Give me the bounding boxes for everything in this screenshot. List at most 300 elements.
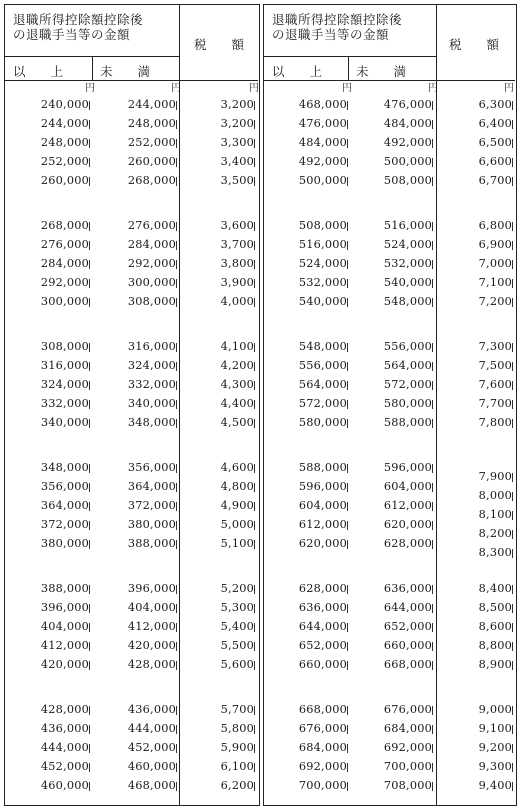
cell-tick-mark <box>176 464 177 473</box>
cell-tick-mark <box>176 279 177 288</box>
amount-from-cell: 332,000 <box>40 397 89 410</box>
amount-from-cell: 244,000 <box>40 117 89 130</box>
table-header <box>5 5 258 81</box>
tax-cell: 4,200 <box>220 359 254 372</box>
cell-tick-mark <box>254 744 255 753</box>
cell-tick-mark <box>89 343 90 352</box>
cell-tick-mark <box>432 139 433 148</box>
cell-tick-mark <box>347 260 348 269</box>
cell-tick-mark <box>176 585 177 594</box>
amount-to-cell: 260,000 <box>127 155 176 168</box>
cell-tick-mark <box>176 725 177 734</box>
cell-tick-mark <box>89 381 90 390</box>
column-divider <box>436 81 437 805</box>
amount-to-cell: 252,000 <box>127 136 176 149</box>
tax-cell: 7,500 <box>478 359 512 372</box>
amount-from-cell: 452,000 <box>40 760 89 773</box>
cell-tick-mark <box>347 744 348 753</box>
amount-from-cell: 268,000 <box>40 219 89 232</box>
cell-tick-mark <box>512 139 513 148</box>
cell-tick-mark <box>512 661 513 670</box>
amount-from-cell: 596,000 <box>298 480 347 493</box>
amount-from-cell: 564,000 <box>298 378 347 391</box>
tax-cell: 6,700 <box>478 174 512 187</box>
amount-from-cell: 588,000 <box>298 461 347 474</box>
cell-tick-mark <box>512 101 513 110</box>
amount-to-cell: 316,000 <box>127 340 176 353</box>
tax-cell: 4,000 <box>220 295 254 308</box>
amount-from-cell: 356,000 <box>40 480 89 493</box>
cell-tick-mark <box>512 298 513 307</box>
amount-from-cell: 248,000 <box>40 136 89 149</box>
tax-cell: 7,300 <box>478 340 512 353</box>
subheader-row <box>264 56 436 81</box>
cell-tick-mark <box>347 706 348 715</box>
tax-cell: 5,500 <box>220 639 254 652</box>
amount-from-cell: 240,000 <box>40 98 89 111</box>
cell-tick-mark <box>347 120 348 129</box>
amount-from-cell: 364,000 <box>40 499 89 512</box>
cell-tick-mark <box>176 502 177 511</box>
cell-tick-mark <box>347 298 348 307</box>
amount-to-cell: 652,000 <box>383 620 432 633</box>
cell-tick-mark <box>176 362 177 371</box>
tax-cell: 5,700 <box>220 703 254 716</box>
amount-to-cell: 380,000 <box>127 518 176 531</box>
amount-to-cell: 340,000 <box>127 397 176 410</box>
amount-to-cell: 708,000 <box>383 779 432 792</box>
tax-cell: 6,300 <box>478 98 512 111</box>
table-left <box>4 4 260 806</box>
cell-tick-mark <box>176 101 177 110</box>
amount-from-cell: 556,000 <box>298 359 347 372</box>
tax-cell: 7,000 <box>478 257 512 270</box>
cell-tick-mark <box>347 158 348 167</box>
cell-tick-mark <box>347 343 348 352</box>
amount-to-cell: 548,000 <box>383 295 432 308</box>
cell-tick-mark <box>254 120 255 129</box>
amount-to-cell: 364,000 <box>127 480 176 493</box>
tax-cell: 8,400 <box>478 582 512 595</box>
unit-label: 円 <box>342 83 352 94</box>
cell-tick-mark <box>512 530 513 539</box>
cell-tick-mark <box>432 763 433 772</box>
cell-tick-mark <box>89 362 90 371</box>
amount-to-cell: 700,000 <box>383 760 432 773</box>
cell-tick-mark <box>347 101 348 110</box>
amount-to-cell: 692,000 <box>383 741 432 754</box>
tax-cell: 6,200 <box>220 779 254 792</box>
header-title-line1: 退職所得控除額控除後 <box>13 12 144 27</box>
amount-from-cell: 380,000 <box>40 537 89 550</box>
amount-to-cell: 492,000 <box>383 136 432 149</box>
amount-to-cell: 396,000 <box>127 582 176 595</box>
amount-from-cell: 652,000 <box>298 639 347 652</box>
amount-from-cell: 612,000 <box>298 518 347 531</box>
cell-tick-mark <box>512 725 513 734</box>
cell-tick-mark <box>347 502 348 511</box>
tax-cell: 8,600 <box>478 620 512 633</box>
tax-cell: 9,400 <box>478 779 512 792</box>
cell-tick-mark <box>347 419 348 428</box>
cell-tick-mark <box>89 298 90 307</box>
amount-to-cell: 388,000 <box>127 537 176 550</box>
cell-tick-mark <box>176 298 177 307</box>
tax-cell: 4,900 <box>220 499 254 512</box>
cell-tick-mark <box>254 483 255 492</box>
amount-from-cell: 436,000 <box>40 722 89 735</box>
amount-from-cell: 460,000 <box>40 779 89 792</box>
amount-from-cell: 252,000 <box>40 155 89 168</box>
tax-cell: 8,200 <box>478 527 512 540</box>
amount-from-cell: 660,000 <box>298 658 347 671</box>
tax-cell: 6,600 <box>478 155 512 168</box>
cell-tick-mark <box>347 279 348 288</box>
cell-tick-mark <box>89 744 90 753</box>
tax-cell: 8,000 <box>478 489 512 502</box>
amount-from-cell: 692,000 <box>298 760 347 773</box>
tax-cell: 3,700 <box>220 238 254 251</box>
amount-from-cell: 428,000 <box>40 703 89 716</box>
amount-to-cell: 284,000 <box>127 238 176 251</box>
cell-tick-mark <box>89 464 90 473</box>
cell-tick-mark <box>89 585 90 594</box>
cell-tick-mark <box>254 343 255 352</box>
cell-tick-mark <box>176 483 177 492</box>
amount-from-cell: 508,000 <box>298 219 347 232</box>
cell-tick-mark <box>512 511 513 520</box>
cell-tick-mark <box>347 763 348 772</box>
amount-to-cell: 532,000 <box>383 257 432 270</box>
tax-cell: 4,300 <box>220 378 254 391</box>
cell-tick-mark <box>432 483 433 492</box>
unit-label: 円 <box>85 83 95 94</box>
cell-tick-mark <box>432 241 433 250</box>
from-label: 以 上 <box>272 64 323 79</box>
cell-tick-mark <box>176 642 177 651</box>
amount-to-cell: 588,000 <box>383 416 432 429</box>
cell-tick-mark <box>254 400 255 409</box>
cell-tick-mark <box>89 419 90 428</box>
header-title-line1: 退職所得控除額控除後 <box>272 12 403 27</box>
cell-tick-mark <box>254 623 255 632</box>
cell-tick-mark <box>512 177 513 186</box>
amount-from-cell: 388,000 <box>40 582 89 595</box>
cell-tick-mark <box>347 725 348 734</box>
cell-tick-mark <box>432 177 433 186</box>
cell-tick-mark <box>347 604 348 613</box>
header-title <box>272 12 422 42</box>
cell-tick-mark <box>89 540 90 549</box>
cell-tick-mark <box>254 604 255 613</box>
cell-tick-mark <box>89 158 90 167</box>
cell-tick-mark <box>176 343 177 352</box>
amount-to-cell: 308,000 <box>127 295 176 308</box>
cell-tick-mark <box>89 260 90 269</box>
cell-tick-mark <box>254 464 255 473</box>
amount-from-cell: 340,000 <box>40 416 89 429</box>
amount-from-cell: 580,000 <box>298 416 347 429</box>
cell-tick-mark <box>176 158 177 167</box>
tax-cell: 3,200 <box>220 98 254 111</box>
cell-tick-mark <box>512 473 513 482</box>
tax-cell: 3,800 <box>220 257 254 270</box>
cell-tick-mark <box>89 279 90 288</box>
cell-tick-mark <box>176 623 177 632</box>
amount-from-cell: 468,000 <box>298 98 347 111</box>
cell-tick-mark <box>89 623 90 632</box>
cell-tick-mark <box>432 279 433 288</box>
cell-tick-mark <box>512 222 513 231</box>
cell-tick-mark <box>89 222 90 231</box>
cell-tick-mark <box>176 706 177 715</box>
amount-to-cell: 500,000 <box>383 155 432 168</box>
tax-cell: 8,800 <box>478 639 512 652</box>
amount-to-cell: 644,000 <box>383 601 432 614</box>
amount-from-cell: 404,000 <box>40 620 89 633</box>
cell-tick-mark <box>176 763 177 772</box>
cell-tick-mark <box>432 540 433 549</box>
amount-to-cell: 324,000 <box>127 359 176 372</box>
cell-tick-mark <box>432 362 433 371</box>
amount-to-cell: 268,000 <box>127 174 176 187</box>
amount-from-cell: 276,000 <box>40 238 89 251</box>
cell-tick-mark <box>347 139 348 148</box>
cell-tick-mark <box>347 585 348 594</box>
tax-cell: 9,300 <box>478 760 512 773</box>
cell-tick-mark <box>176 604 177 613</box>
amount-to-cell: 404,000 <box>127 601 176 614</box>
amount-to-cell: 564,000 <box>383 359 432 372</box>
tax-cell: 7,200 <box>478 295 512 308</box>
cell-tick-mark <box>347 222 348 231</box>
tax-cell: 4,600 <box>220 461 254 474</box>
column-divider <box>92 56 93 81</box>
amount-to-cell: 524,000 <box>383 238 432 251</box>
cell-tick-mark <box>512 585 513 594</box>
cell-tick-mark <box>254 419 255 428</box>
amount-to-cell: 668,000 <box>383 658 432 671</box>
amount-from-cell: 644,000 <box>298 620 347 633</box>
cell-tick-mark <box>432 400 433 409</box>
amount-to-cell: 300,000 <box>127 276 176 289</box>
tax-label: 税 額 <box>194 37 245 52</box>
cell-tick-mark <box>254 260 255 269</box>
cell-tick-mark <box>347 661 348 670</box>
cell-tick-mark <box>512 362 513 371</box>
cell-tick-mark <box>512 642 513 651</box>
cell-tick-mark <box>89 400 90 409</box>
amount-to-cell: 484,000 <box>383 117 432 130</box>
cell-tick-mark <box>176 222 177 231</box>
cell-tick-mark <box>89 241 90 250</box>
cell-tick-mark <box>512 279 513 288</box>
amount-from-cell: 684,000 <box>298 741 347 754</box>
cell-tick-mark <box>254 540 255 549</box>
amount-to-cell: 436,000 <box>127 703 176 716</box>
cell-tick-mark <box>512 492 513 501</box>
tax-cell: 5,200 <box>220 582 254 595</box>
cell-tick-mark <box>176 782 177 791</box>
cell-tick-mark <box>432 381 433 390</box>
cell-tick-mark <box>254 381 255 390</box>
amount-from-cell: 476,000 <box>298 117 347 130</box>
amount-from-cell: 540,000 <box>298 295 347 308</box>
cell-tick-mark <box>432 623 433 632</box>
amount-to-cell: 476,000 <box>383 98 432 111</box>
tax-cell: 5,900 <box>220 741 254 754</box>
tax-cell: 6,500 <box>478 136 512 149</box>
cell-tick-mark <box>432 706 433 715</box>
amount-to-cell: 444,000 <box>127 722 176 735</box>
tax-cell: 7,900 <box>478 470 512 483</box>
cell-tick-mark <box>254 101 255 110</box>
cell-tick-mark <box>89 706 90 715</box>
cell-tick-mark <box>89 725 90 734</box>
cell-tick-mark <box>176 260 177 269</box>
cell-tick-mark <box>347 540 348 549</box>
cell-tick-mark <box>512 158 513 167</box>
cell-tick-mark <box>432 502 433 511</box>
amount-from-cell: 700,000 <box>298 779 347 792</box>
cell-tick-mark <box>89 642 90 651</box>
tax-cell: 3,900 <box>220 276 254 289</box>
amount-from-cell: 620,000 <box>298 537 347 550</box>
amount-to-cell: 620,000 <box>383 518 432 531</box>
cell-tick-mark <box>432 782 433 791</box>
amount-from-cell: 668,000 <box>298 703 347 716</box>
amount-from-cell: 420,000 <box>40 658 89 671</box>
amount-to-cell: 244,000 <box>127 98 176 111</box>
cell-tick-mark <box>89 782 90 791</box>
amount-from-cell: 396,000 <box>40 601 89 614</box>
cell-tick-mark <box>176 744 177 753</box>
cell-tick-mark <box>89 120 90 129</box>
cell-tick-mark <box>432 101 433 110</box>
amount-to-cell: 580,000 <box>383 397 432 410</box>
amount-to-cell: 292,000 <box>127 257 176 270</box>
cell-tick-mark <box>512 419 513 428</box>
cell-tick-mark <box>347 623 348 632</box>
tax-cell: 6,100 <box>220 760 254 773</box>
cell-tick-mark <box>512 343 513 352</box>
tax-cell: 9,200 <box>478 741 512 754</box>
tax-cell: 3,200 <box>220 117 254 130</box>
amount-from-cell: 412,000 <box>40 639 89 652</box>
amount-from-cell: 676,000 <box>298 722 347 735</box>
amount-to-cell: 276,000 <box>127 219 176 232</box>
cell-tick-mark <box>89 521 90 530</box>
amount-to-cell: 604,000 <box>383 480 432 493</box>
cell-tick-mark <box>347 381 348 390</box>
cell-tick-mark <box>512 260 513 269</box>
column-divider <box>179 81 180 805</box>
amount-to-cell: 628,000 <box>383 537 432 550</box>
cell-tick-mark <box>432 260 433 269</box>
amount-from-cell: 348,000 <box>40 461 89 474</box>
amount-to-cell: 572,000 <box>383 378 432 391</box>
cell-tick-mark <box>176 400 177 409</box>
cell-tick-mark <box>432 604 433 613</box>
tax-cell: 8,500 <box>478 601 512 614</box>
cell-tick-mark <box>347 400 348 409</box>
amount-to-cell: 372,000 <box>127 499 176 512</box>
amount-from-cell: 628,000 <box>298 582 347 595</box>
tax-cell: 7,800 <box>478 416 512 429</box>
cell-tick-mark <box>432 120 433 129</box>
amount-to-cell: 516,000 <box>383 219 432 232</box>
amount-from-cell: 516,000 <box>298 238 347 251</box>
column-divider <box>348 56 349 81</box>
unit-label: 円 <box>249 83 259 94</box>
unit-label: 円 <box>171 83 181 94</box>
amount-from-cell: 308,000 <box>40 340 89 353</box>
cell-tick-mark <box>347 521 348 530</box>
cell-tick-mark <box>512 549 513 558</box>
unit-label: 円 <box>428 83 438 94</box>
amount-to-cell: 684,000 <box>383 722 432 735</box>
cell-tick-mark <box>254 782 255 791</box>
amount-to-cell: 596,000 <box>383 461 432 474</box>
cell-tick-mark <box>254 177 255 186</box>
amount-to-cell: 412,000 <box>127 620 176 633</box>
cell-tick-mark <box>254 241 255 250</box>
tax-header-cell <box>436 5 515 81</box>
amount-to-cell: 556,000 <box>383 340 432 353</box>
tax-header-cell <box>179 5 258 81</box>
cell-tick-mark <box>254 706 255 715</box>
amount-from-cell: 292,000 <box>40 276 89 289</box>
amount-to-cell: 468,000 <box>127 779 176 792</box>
amount-from-cell: 500,000 <box>298 174 347 187</box>
cell-tick-mark <box>89 763 90 772</box>
amount-from-cell: 260,000 <box>40 174 89 187</box>
amount-from-cell: 572,000 <box>298 397 347 410</box>
amount-from-cell: 524,000 <box>298 257 347 270</box>
cell-tick-mark <box>254 362 255 371</box>
cell-tick-mark <box>89 139 90 148</box>
cell-tick-mark <box>176 120 177 129</box>
cell-tick-mark <box>512 623 513 632</box>
cell-tick-mark <box>347 362 348 371</box>
amount-from-cell: 492,000 <box>298 155 347 168</box>
cell-tick-mark <box>254 222 255 231</box>
cell-tick-mark <box>254 521 255 530</box>
header-title-line2: の退職手当等の金額 <box>272 27 390 42</box>
amount-to-cell: 636,000 <box>383 582 432 595</box>
cell-tick-mark <box>432 661 433 670</box>
amount-from-cell: 548,000 <box>298 340 347 353</box>
cell-tick-mark <box>254 158 255 167</box>
from-label: 以 上 <box>13 64 64 79</box>
tax-table-page <box>4 4 517 806</box>
cell-tick-mark <box>89 483 90 492</box>
cell-tick-mark <box>432 725 433 734</box>
to-label: 未 満 <box>100 64 151 79</box>
tax-cell: 6,900 <box>478 238 512 251</box>
cell-tick-mark <box>432 585 433 594</box>
cell-tick-mark <box>254 298 255 307</box>
cell-tick-mark <box>432 642 433 651</box>
amount-to-cell: 356,000 <box>127 461 176 474</box>
cell-tick-mark <box>89 604 90 613</box>
amount-from-cell: 300,000 <box>40 295 89 308</box>
cell-tick-mark <box>254 502 255 511</box>
tax-cell: 9,100 <box>478 722 512 735</box>
cell-tick-mark <box>254 763 255 772</box>
amount-from-cell: 636,000 <box>298 601 347 614</box>
cell-tick-mark <box>432 521 433 530</box>
